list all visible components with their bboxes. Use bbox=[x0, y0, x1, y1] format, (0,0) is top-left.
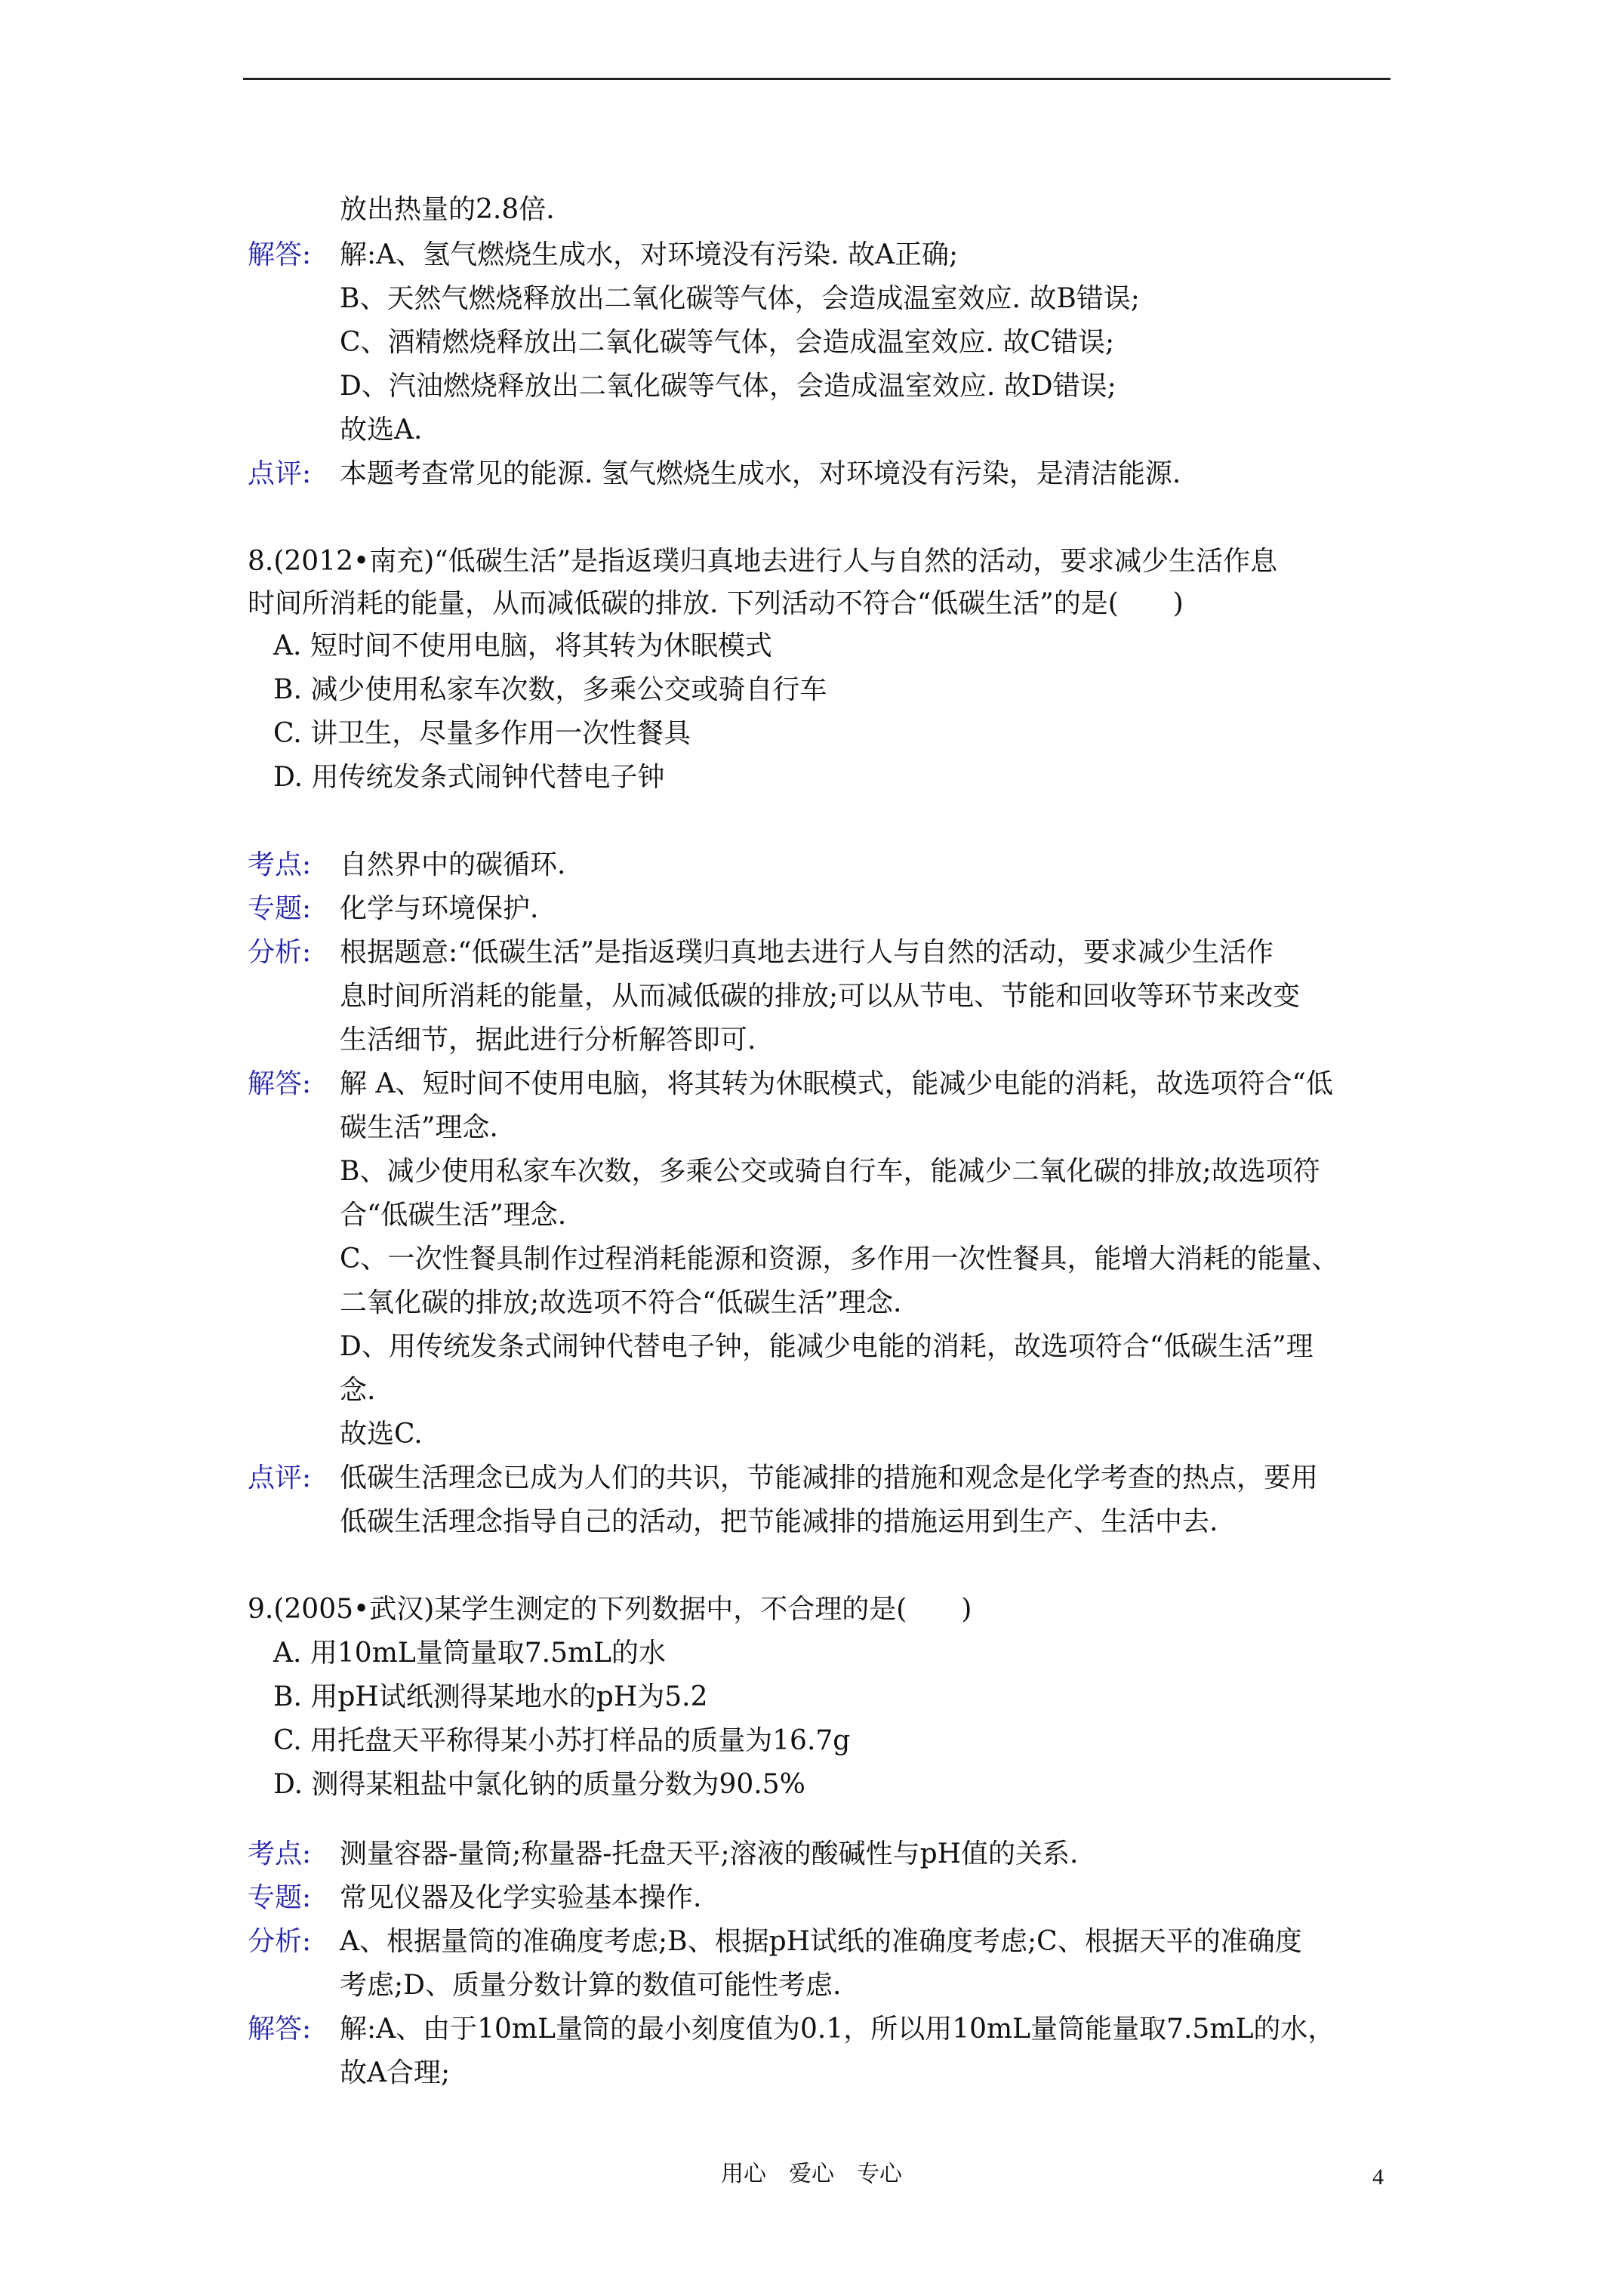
q8-kaodian-label: 考点: bbox=[248, 849, 312, 880]
q8-stem-line: 时间所消耗的能量，从而减低碳的排放. 下列活动不符合“低碳生活”的是( ) bbox=[248, 588, 1184, 619]
q7-continuation: 放出热量的2.8倍. bbox=[340, 194, 555, 225]
q8-jieda-line: C、一次性餐具制作过程消耗能源和资源，多作用一次性餐具，能增大消耗的能量、 bbox=[340, 1244, 1339, 1274]
q9-fenxi-line: A、根据量筒的准确度考虑;B、根据pH试纸的准确度考虑;C、根据天平的准确度 bbox=[340, 1926, 1302, 1957]
q7-answer-line: D、汽油燃烧释放出二氧化碳等气体，会造成温室效应. 故D错误; bbox=[340, 371, 1116, 402]
q7-comment: 本题考查常见的能源. 氢气燃烧生成水，对环境没有污染，是清洁能源. bbox=[340, 458, 1181, 489]
q8-fenxi-line: 生活细节，据此进行分析解答即可. bbox=[340, 1025, 756, 1056]
q7-answer-line: 故选A. bbox=[340, 415, 423, 445]
q7-answer-line: 解:A、氢气燃烧生成水，对环境没有污染. 故A正确; bbox=[340, 239, 959, 270]
q8-option-c: C. 讲卫生，尽量多作用一次性餐具 bbox=[273, 718, 691, 749]
q9-stem: 9.(2005•武汉)某学生测定的下列数据中，不合理的是( ) bbox=[248, 1594, 972, 1625]
q8-dianping-line: 低碳生活理念指导自己的活动，把节能减排的措施运用到生产、生活中去. bbox=[340, 1506, 1218, 1537]
q9-option-b: B. 用pH试纸测得某地水的pH为5.2 bbox=[273, 1681, 708, 1712]
q9-jieda-line: 解:A、由于10mL量筒的最小刻度值为0.1，所以用10mL量筒能量取7.5mL的水， bbox=[340, 2014, 1335, 2045]
q9-option-d: D. 测得某粗盐中氯化钠的质量分数为90.5% bbox=[273, 1769, 805, 1800]
q8-jieda-line: 故选C. bbox=[340, 1419, 423, 1450]
q8-stem-line: 8.(2012•南充)“低碳生活”是指返璞归真地去进行人与自然的活动，要求减少生活作息 bbox=[248, 546, 1278, 577]
q8-kaodian: 自然界中的碳循环. bbox=[340, 849, 566, 880]
q8-jieda-line: 碳生活”理念. bbox=[340, 1112, 498, 1143]
q8-option-b: B. 减少使用私家车次数，多乘公交或骑自行车 bbox=[273, 674, 827, 705]
q9-kaodian: 测量容器-量筒;称量器-托盘天平;溶液的酸碱性与pH值的关系. bbox=[340, 1838, 1079, 1869]
q8-fenxi-label: 分析: bbox=[248, 937, 312, 968]
q8-jieda-line: 二氧化碳的排放;故选项不符合“低碳生活”理念. bbox=[340, 1287, 902, 1318]
q8-option-d: D. 用传统发条式闹钟代替电子钟 bbox=[273, 762, 665, 793]
q8-jieda-line: D、用传统发条式闹钟代替电子钟，能减少电能的消耗，故选项符合“低碳生活”理 bbox=[340, 1331, 1313, 1362]
q9-zhuanti-label: 专题: bbox=[248, 1882, 312, 1913]
q8-zhuanti-label: 专题: bbox=[248, 893, 312, 924]
q8-option-a: A. 短时间不使用电脑，将其转为休眠模式 bbox=[273, 630, 772, 661]
q9-option-c: C. 用托盘天平称得某小苏打样品的质量为16.7g bbox=[273, 1725, 851, 1756]
page-number: 4 bbox=[1372, 2165, 1384, 2190]
q8-jieda-label: 解答: bbox=[248, 1068, 312, 1099]
q9-kaodian-label: 考点: bbox=[248, 1838, 312, 1869]
header-rule bbox=[243, 78, 1390, 80]
footer-motto: 用心 爱心 专心 bbox=[721, 2161, 902, 2187]
q9-option-a: A. 用10mL量筒量取7.5mL的水 bbox=[273, 1638, 667, 1669]
q9-fenxi-label: 分析: bbox=[248, 1926, 312, 1957]
q8-jieda-line: 解 A、短时间不使用电脑，将其转为休眠模式，能减少电能的消耗，故选项符合“低 bbox=[340, 1068, 1333, 1099]
q8-dianping-label: 点评: bbox=[248, 1462, 312, 1493]
q8-jieda-line: 合“低碳生活”理念. bbox=[340, 1200, 567, 1231]
q8-jieda-line: 念. bbox=[340, 1375, 376, 1406]
q9-jieda-label: 解答: bbox=[248, 2014, 312, 2045]
q9-fenxi-line: 考虑;D、质量分数计算的数值可能性考虑. bbox=[340, 1970, 842, 2001]
q7-answer-line: C、酒精燃烧释放出二氧化碳等气体，会造成温室效应. 故C错误; bbox=[340, 327, 1115, 358]
q8-zhuanti: 化学与环境保护. bbox=[340, 893, 539, 924]
q7-answer-line: B、天然气燃烧释放出二氧化碳等气体，会造成温室效应. 故B错误; bbox=[340, 283, 1140, 314]
q9-zhuanti: 常见仪器及化学实验基本操作. bbox=[340, 1882, 702, 1913]
q9-jieda-line: 故A合理; bbox=[340, 2057, 451, 2088]
q8-dianping-line: 低碳生活理念已成为人们的共识，节能减排的措施和观念是化学考查的热点，要用 bbox=[340, 1462, 1319, 1493]
q8-jieda-line: B、减少使用私家车次数，多乘公交或骑自行车，能减少二氧化碳的排放;故选项符 bbox=[340, 1156, 1320, 1187]
q8-fenxi-line: 根据题意:“低碳生活”是指返璞归真地去进行人与自然的活动，要求减少生活作 bbox=[340, 937, 1273, 968]
q8-fenxi-line: 息时间所消耗的能量，从而减低碳的排放;可以从节电、节能和回收等环节来改变 bbox=[340, 981, 1301, 1012]
q7-answer-label: 解答: bbox=[248, 239, 312, 270]
q7-comment-label: 点评: bbox=[248, 458, 312, 489]
